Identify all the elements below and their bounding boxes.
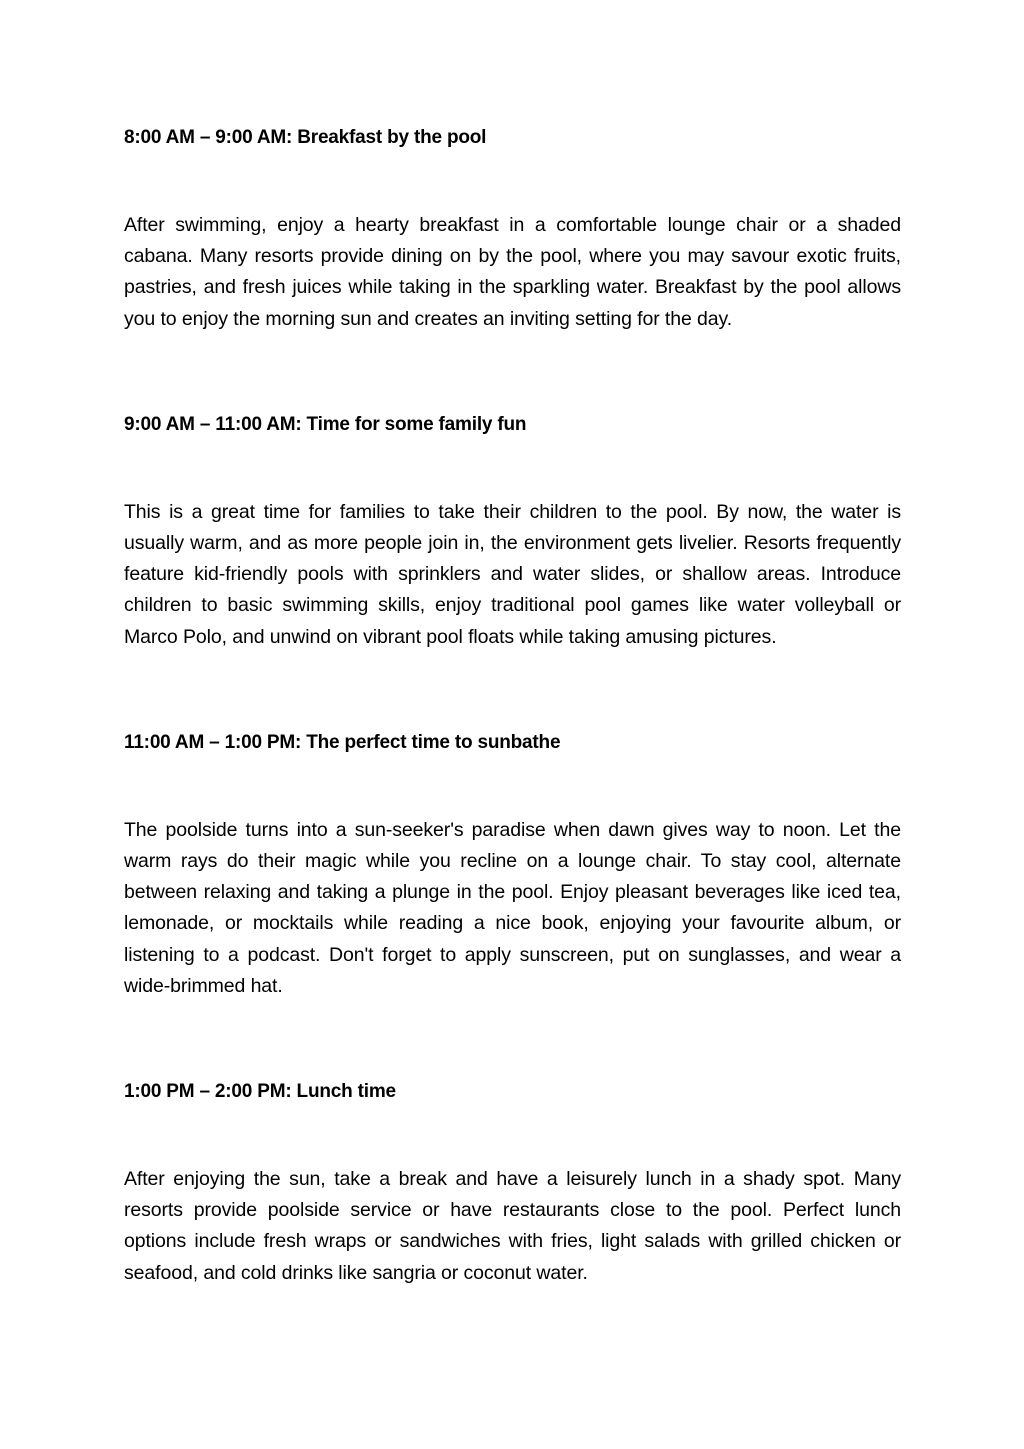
schedule-section-lunch bbox=[124, 1076, 901, 1289]
section-heading: 1:00 PM – 2:00 PM: Lunch time bbox=[124, 1081, 396, 1103]
section-heading: 8:00 AM – 9:00 AM: Breakfast by the pool bbox=[124, 127, 487, 148]
section-heading: 11:00 AM – 1:00 PM: The perfect time to sunbathe bbox=[124, 731, 561, 753]
schedule-section-family-fun bbox=[124, 409, 901, 653]
document-body bbox=[124, 122, 901, 1289]
section-heading: 9:00 AM – 11:00 AM: Time for some family fun bbox=[124, 413, 527, 435]
section-paragraph: This is a great time for families to take their children to the pool. By now, the water is usually warm, and as more people join in, the environment gets livelier. Resorts frequently feature kid-friendly pools with sprinklers and water slides, or shallow areas. Introduce children to basic swimming skills, enjoy traditional pool games like water volleyball or Marco Polo, and unwind on vibrant pool floats while taking amusing pictures. bbox=[124, 500, 901, 648]
section-paragraph: After swimming, enjoy a hearty breakfast in a comfortable lounge chair or a shaded cabana. Many resorts provide dining on by the pool, where you may savour exotic fruits, pastries, and fresh juices while taking in the sparkling water. Breakfast by the pool allows you to enjoy the morning sun and creates an inviting setting for the day. bbox=[124, 214, 901, 330]
section-paragraph: The poolside turns into a sun-seeker's paradise when dawn gives way to noon. Let the warm rays do their magic while you recline on a lounge chair. To stay cool, alternate between relaxing and taking a plunge in the pool. Enjoy pleasant beverages like iced tea, lemonade, or mocktails while reading a nice book, enjoying your favourite album, or listening to a podcast. Don't forget to apply sunscreen, put on sunglasses, and wear a wide-brimmed hat. bbox=[124, 818, 901, 997]
section-paragraph: After enjoying the sun, take a break and have a leisurely lunch in a shady spot. Many resorts provide poolside service or have restaurants close to the pool. Perfect lunch options include fresh wraps or sandwiches with fries, light salads with grilled chicken or seafood, and cold drinks like sangria or coconut water. bbox=[124, 1168, 901, 1284]
schedule-section-breakfast bbox=[124, 122, 901, 335]
schedule-section-sunbathe bbox=[124, 727, 901, 1002]
